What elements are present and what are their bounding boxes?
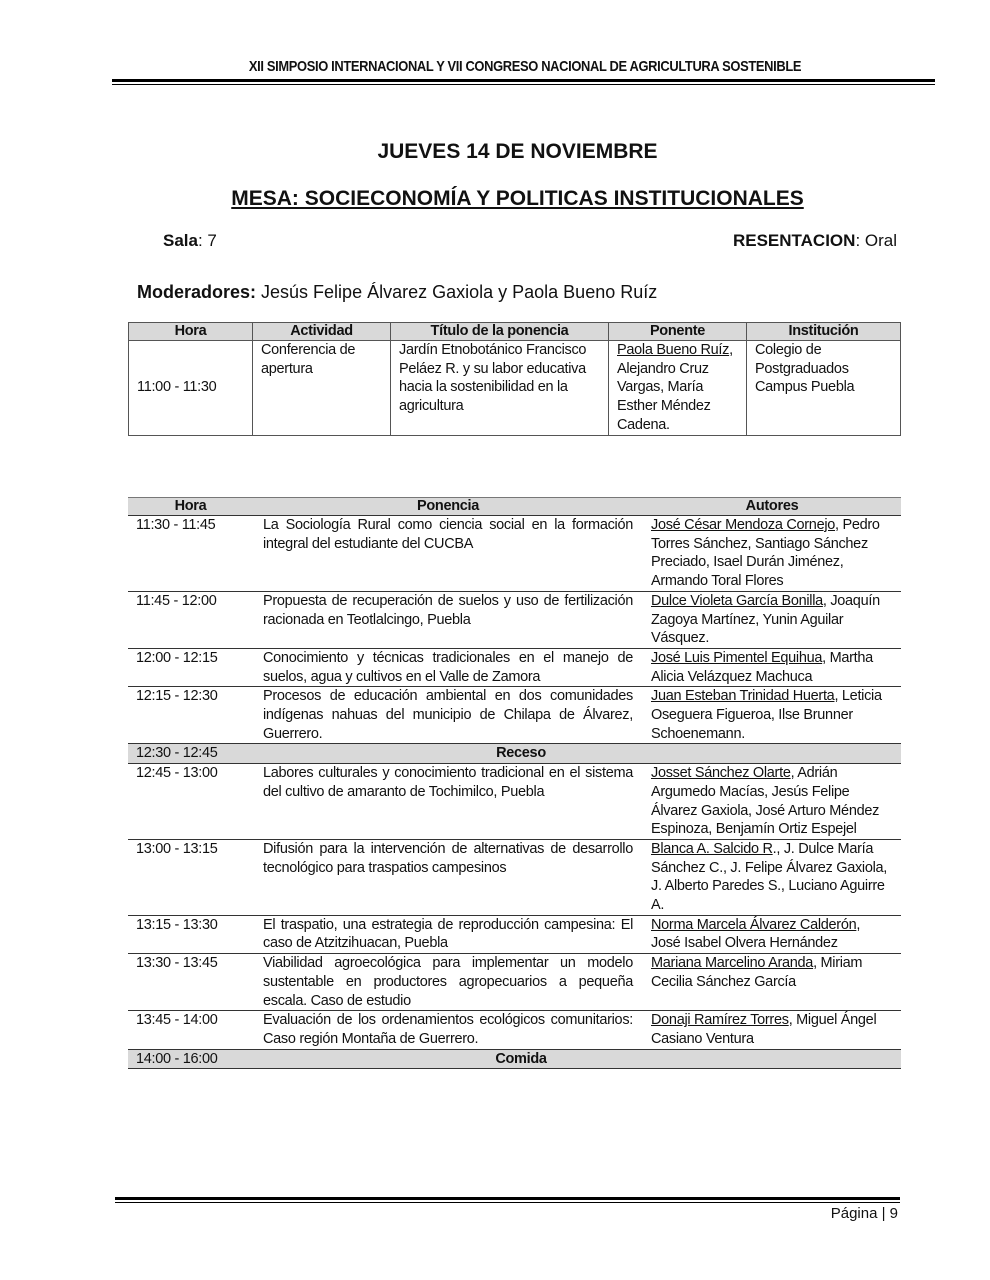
co-authors: , Adrián Argumedo Macías, Jesús Felipe Álvarez Gaxiola, José Arturo Méndez Espinoza, Benjamín Ortiz Espejel: [651, 765, 880, 838]
header-rule-thin: [112, 84, 935, 85]
time-cell: 12:30 - 12:45: [128, 744, 253, 764]
lead-author: Donaji Ramírez Torres: [651, 1012, 789, 1029]
co-authors: , Martha Alicia Velázquez Machuca: [651, 649, 873, 685]
time-cell: 13:15 - 13:30: [128, 915, 253, 953]
authors-cell: [643, 591, 901, 648]
time-cell: 11:30 - 11:45: [128, 516, 253, 592]
table-row: [128, 591, 901, 648]
time-cell: 14:00 - 16:00: [128, 1049, 253, 1069]
session-title: MESA: SOCIECONOMÍA Y POLITICAS INSTITUCIONALES: [231, 187, 804, 210]
table-row: [128, 516, 901, 592]
break-row: [128, 744, 901, 764]
authors-cell: [643, 839, 901, 915]
lead-author: Dulce Violeta García Bonilla: [651, 592, 823, 609]
table-header-row: [128, 498, 901, 516]
lead-author: Josset Sánchez Olarte: [651, 765, 791, 782]
authors-cell: [643, 687, 901, 744]
header-rule: [112, 79, 935, 82]
page-number: Página | 9: [830, 1205, 898, 1222]
column-header: Autores: [643, 498, 901, 516]
talk-title-cell: Propuesta de recuperación de suelos y uso de fertilización racionada en Teotlalcingo, Puebla: [253, 591, 643, 648]
table-row: [128, 764, 901, 840]
authors-cell: [643, 648, 901, 686]
lead-author: José Luis Pimentel Equihua: [651, 649, 823, 666]
lead-author: Blanca A. Salcido R: [651, 840, 773, 857]
footer-rule: [115, 1197, 900, 1200]
running-header: XII SIMPOSIO INTERNACIONAL Y VII CONGRESO NACIONAL DE AGRICULTURA SOSTENIBLE: [248, 58, 802, 75]
table-header-row: [129, 323, 901, 341]
time-cell: 12:45 - 13:00: [128, 764, 253, 840]
co-authors: , José Isabel Olvera Hernández: [651, 916, 861, 952]
table-row: [128, 839, 901, 915]
lead-author: Juan Esteban Trinidad Huerta: [651, 688, 835, 705]
presentation-value: : Oral: [855, 231, 897, 250]
co-authors: , Leticia Oseguera Figueroa, Ilse Brunner Schoenemann.: [651, 688, 882, 742]
presentation-info: [733, 231, 897, 251]
table-row: [128, 687, 901, 744]
co-authors: , Miguel Ángel Casiano Ventura: [651, 1012, 877, 1047]
authors-cell: [643, 954, 901, 1011]
footer-rule-thin: [115, 1202, 900, 1203]
presentation-label: RESENTACION: [732, 231, 856, 250]
table-row: [129, 341, 901, 436]
room-value: : 7: [197, 231, 217, 250]
moderators-label: Moderadores:: [137, 282, 257, 302]
lead-author: Mariana Marcelino Aranda: [651, 955, 814, 972]
room-info: [163, 231, 217, 251]
institution-cell: Colegio de Postgraduados Campus Puebla: [747, 341, 901, 436]
speaker-cell: [609, 341, 747, 436]
co-authors: , Miriam Cecilia Sánchez García: [651, 955, 863, 990]
talk-title-cell: Procesos de educación ambiental en dos comunidades indígenas nahuas del municipio de Chilapa de Álvarez, Guerrero.: [253, 687, 643, 744]
column-header: Ponencia: [253, 498, 643, 516]
break-label: Comida: [253, 1049, 901, 1069]
table-row: [128, 648, 901, 686]
time-cell: 12:00 - 12:15: [128, 648, 253, 686]
talk-title-cell: Conocimiento y técnicas tradicionales en el manejo de suelos, agua y cultivos en el Valle de Zamora: [253, 648, 643, 686]
lead-author: José César Mendoza Cornejo: [651, 517, 836, 533]
schedule-table: [128, 497, 901, 1069]
authors-cell: [643, 516, 901, 592]
talk-title-cell: Evaluación de los ordenamientos ecológicos comunitarios: Caso región Montaña de Guerrero.: [253, 1011, 643, 1049]
title-cell: Jardín Etnobotánico Francisco Peláez R. y su labor educativa hacia la sostenibilidad en la agricultura: [391, 341, 609, 436]
talk-title-cell: Difusión para la intervención de alternativas de desarrollo tecnológico para traspatios campesinos: [253, 839, 643, 915]
column-header: Actividad: [253, 323, 391, 341]
talk-title-cell: Viabilidad agroecológica para implementar un modelo sustentable en productores agropecuarios a pequeña escala. Caso de estudio: [253, 954, 643, 1011]
authors-cell: [643, 764, 901, 840]
room-label: Sala: [163, 231, 198, 250]
time-cell: 13:00 - 13:15: [128, 839, 253, 915]
day-heading: JUEVES 14 DE NOVIEMBRE: [377, 140, 658, 163]
time-cell: 12:15 - 12:30: [128, 687, 253, 744]
moderators: [137, 282, 657, 303]
lead-author: Norma Marcela Álvarez Calderón: [651, 916, 857, 933]
break-row: [128, 1049, 901, 1069]
break-label: Receso: [253, 744, 901, 764]
table-row: [128, 915, 901, 953]
time-cell: 13:45 - 14:00: [128, 1011, 253, 1049]
time-cell: 11:00 - 11:30: [129, 341, 253, 436]
authors-cell: [643, 915, 901, 953]
authors-cell: [643, 1011, 901, 1049]
talk-title-cell: La Sociología Rural como ciencia social en la formación integral del estudiante del CUCBA: [253, 516, 643, 592]
column-header: Título de la ponencia: [391, 323, 609, 341]
column-header: Institución: [747, 323, 901, 341]
talk-title-cell: El traspatio, una estrategia de reproducción campesina: El caso de Atzitzihuacan, Puebla: [253, 915, 643, 953]
co-speakers: , Alejandro Cruz Vargas, María Esther Méndez Cadena.: [617, 342, 733, 433]
time-cell: 13:30 - 13:45: [128, 954, 253, 1011]
column-header: Ponente: [609, 323, 747, 341]
co-authors: , Pedro Torres Sánchez, Santiago Sánchez Preciado, Isael Durán Jiménez, Armando Toral Flores: [651, 517, 880, 590]
activity-cell: Conferencia de apertura: [253, 341, 391, 436]
talk-title-cell: Labores culturales y conocimiento tradicional en el sistema del cultivo de amaranto de Tochimilco, Puebla: [253, 764, 643, 840]
co-authors: ., J. Dulce María Sánchez C., J. Felipe Álvarez Gaxiola, J. Alberto Paredes S., Luciano Aguirre A.: [651, 840, 888, 914]
column-header: Hora: [129, 323, 253, 341]
co-authors: , Joaquín Zagoya Martínez, Yunin Aguilar Vásquez.: [651, 592, 880, 647]
moderators-names: Jesús Felipe Álvarez Gaxiola y Paola Bueno Ruíz: [256, 282, 658, 302]
column-header: Hora: [128, 498, 253, 516]
opening-conference-table: [128, 322, 901, 436]
table-row: [128, 954, 901, 1011]
table-row: [128, 1011, 901, 1049]
time-cell: 11:45 - 12:00: [128, 591, 253, 648]
lead-speaker: Paola Bueno Ruíz: [617, 342, 730, 358]
